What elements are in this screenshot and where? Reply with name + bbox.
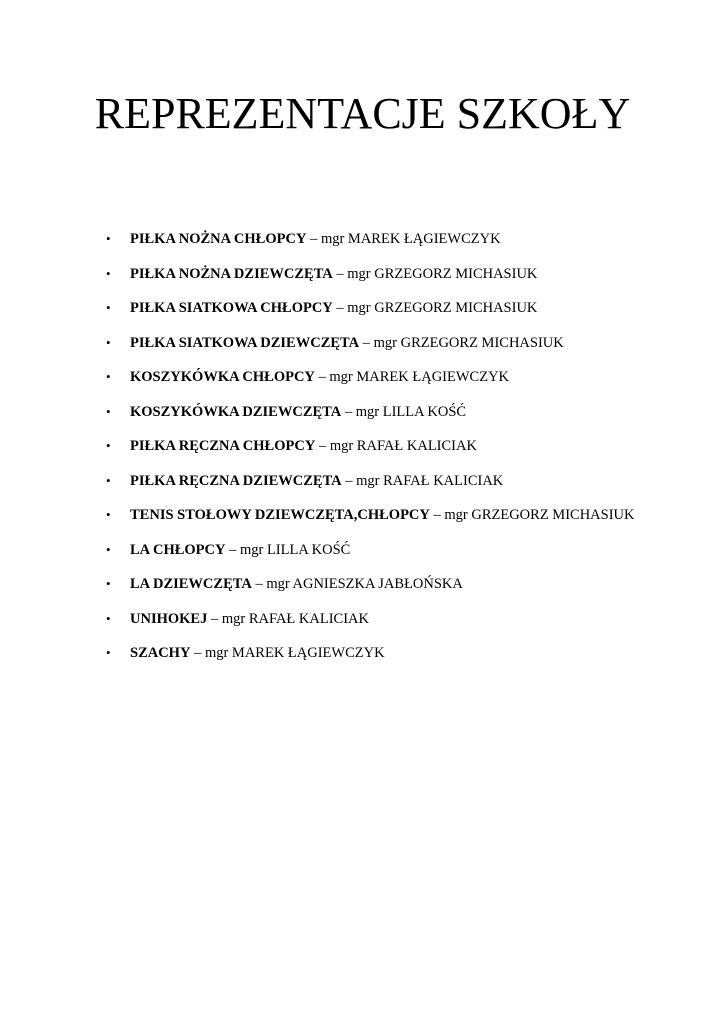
coach-name: mgr MAREK ŁĄGIEWCZYK [204,645,385,661]
separator: – [341,472,357,489]
bullet-icon: • [106,610,111,626]
sport-name: KOSZYKÓWKA CHŁOPCY [130,369,315,385]
list-item [100,636,640,671]
bullet-icon: • [106,438,111,453]
bullet-icon: • [106,541,111,557]
bullet-icon: • [106,507,111,522]
list-item [100,498,640,533]
separator: – [332,265,348,282]
sport-name: PIŁKA NOŻNA DZIEWCZĘTA [130,265,333,282]
list-item [100,602,640,637]
bullet-icon: • [106,472,111,488]
list-item [100,464,640,499]
bullet-icon: • [106,369,111,384]
coach-name: mgr AGNIESZKA JABŁOŃSKA [266,576,463,592]
separator: – [359,334,374,351]
coach-name: mgr LILLA KOŚĆ [239,541,351,558]
sport-name: PIŁKA SIATKOWA CHŁOPCY [130,300,333,316]
coach-name: mgr GRZEGORZ MICHASIUK [347,265,538,282]
coach-name: mgr GRZEGORZ MICHASIUK [347,300,538,316]
sport-name: SZACHY [130,645,191,661]
separator: – [314,369,330,385]
list-item [100,360,640,395]
list-item [100,395,640,430]
coach-name: mgr GRZEGORZ MICHASIUK [444,507,635,523]
separator: – [332,300,348,316]
list-item [100,567,640,602]
bullet-icon: • [106,403,111,419]
sport-name: PIŁKA RĘCZNA DZIEWCZĘTA [130,472,342,489]
coach-name: mgr RAFAŁ KALICIAK [221,610,369,627]
bullet-icon: • [106,576,111,591]
sport-name: PIŁKA NOŻNA CHŁOPCY [130,231,307,247]
separator: – [306,231,321,247]
coach-name: mgr LILLA KOŚĆ [355,403,467,420]
sport-name: TENIS STOŁOWY DZIEWCZĘTA,CHŁOPCY [130,507,430,523]
page-title: REPREZENTACJE SZKOŁY [94,89,631,138]
sport-name: PIŁKA RĘCZNA CHŁOPCY [130,438,316,454]
bullet-icon: • [106,265,111,281]
sport-name: PIŁKA SIATKOWA DZIEWCZĘTA [130,334,360,351]
bullet-icon: • [106,645,111,660]
list-item [100,291,640,326]
sport-name: UNIHOKEJ [130,610,208,627]
bullet-icon: • [106,231,111,246]
teams-list [100,222,640,671]
separator: – [429,507,445,523]
separator: – [190,645,205,661]
separator: – [315,438,330,454]
list-item [100,257,640,292]
bullet-icon: • [106,300,111,315]
coach-name: mgr RAFAŁ KALICIAK [329,438,477,454]
list-item [100,222,640,257]
separator: – [207,610,222,627]
list-item [100,429,640,464]
bullet-icon: • [106,334,111,350]
separator: – [225,541,240,558]
coach-name: mgr RAFAŁ KALICIAK [356,472,504,489]
list-item [100,533,640,568]
coach-name: mgr MAREK ŁĄGIEWCZYK [320,231,501,247]
list-item [100,326,640,361]
coach-name: mgr GRZEGORZ MICHASIUK [373,334,564,351]
separator: – [251,576,267,592]
coach-name: mgr MAREK ŁĄGIEWCZYK [329,369,510,385]
sport-name: KOSZYKÓWKA DZIEWCZĘTA [130,403,342,420]
separator: – [341,403,356,420]
sport-name: LA DZIEWCZĘTA [130,576,252,592]
sport-name: LA CHŁOPCY [130,541,226,558]
